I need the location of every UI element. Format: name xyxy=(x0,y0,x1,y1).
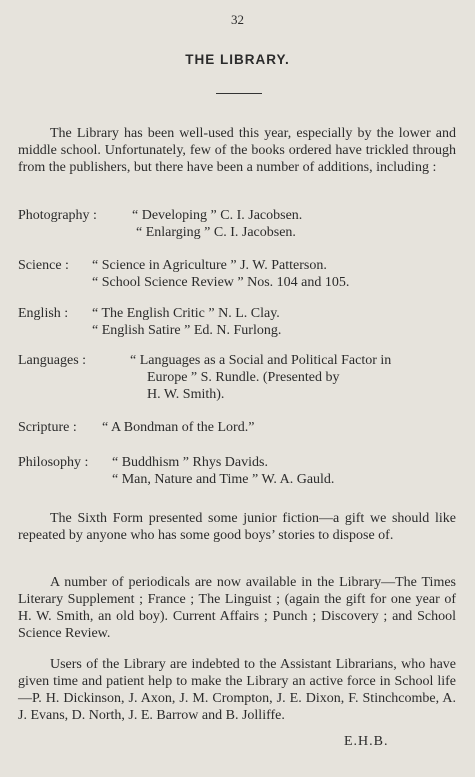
entry-languages-1: “ Languages as a Social and Political Factor in xyxy=(130,353,392,368)
category-scripture: Scripture : xyxy=(18,420,77,435)
category-languages: Languages : xyxy=(18,353,87,368)
entry-science-2: “ School Science Review ” Nos. 104 and 105. xyxy=(92,275,350,290)
entry-photography-2: “ Enlarging ” C. I. Jacobsen. xyxy=(136,225,296,240)
category-philosophy: Philosophy : xyxy=(18,455,89,470)
category-english: English : xyxy=(18,306,69,321)
entry-photography-1: “ Developing ” C. I. Jacobsen. xyxy=(132,208,303,223)
entry-english-2: “ English Satire ” Ed. N. Furlong. xyxy=(92,323,282,338)
periodicals-paragraph: A number of periodicals are now available in the Library—The Times Literary Supplement ; France ; The Linguist ; (again the gift for one year of H. W. Smith, an old boy). Current Affairs ; Punch ; Discovery ; and School Science Review. xyxy=(18,575,456,641)
category-photography: Photography : xyxy=(18,208,97,223)
entry-philosophy-1: “ Buddhism ” Rhys Davids. xyxy=(112,455,268,470)
title-rule xyxy=(216,93,262,94)
intro-paragraph: The Library has been well-used this year, especially by the lower and middle school. Unfortunately, few of the books ordered have trickled through from the publishers, but there have been a number of additions, including : xyxy=(18,126,456,175)
signature: E.H.B. xyxy=(344,734,389,749)
category-science: Science : xyxy=(18,258,69,273)
page-title: THE LIBRARY. xyxy=(185,52,290,67)
thanks-paragraph: Users of the Library are indebted to the Assistant Librarians, who have given time and patient help to make the Library an active force in School life—P. H. Dickinson, J. Axon, J. M. Crompton, J. E. Dixon, F. Stinchcombe, A. J. Evans, D. North, J. E. Barrow and B. Jolliffe. xyxy=(18,657,456,723)
page-number: 32 xyxy=(231,12,244,27)
entry-english-1: “ The English Critic ” N. L. Clay. xyxy=(92,306,280,321)
entry-science-1: “ Science in Agriculture ” J. W. Patterson. xyxy=(92,258,327,273)
fiction-paragraph: The Sixth Form presented some junior fiction—a gift we should like repeated by anyone who has some good boys’ stories to dispose of. xyxy=(18,511,456,543)
entry-languages-3: H. W. Smith). xyxy=(147,387,225,402)
entry-languages-2: Europe ” S. Rundle. (Presented by xyxy=(147,370,340,385)
entry-philosophy-2: “ Man, Nature and Time ” W. A. Gauld. xyxy=(112,472,335,487)
entry-scripture-1: “ A Bondman of the Lord.” xyxy=(102,420,255,435)
